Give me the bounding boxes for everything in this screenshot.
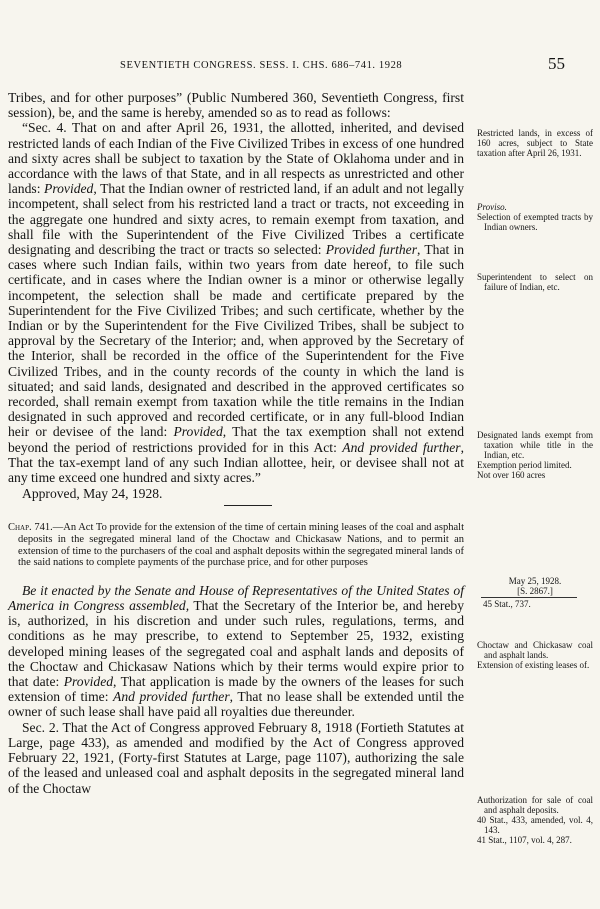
section-divider	[224, 505, 272, 506]
page-number: 55	[548, 54, 565, 73]
proviso-text: Provided further	[325, 242, 418, 258]
proviso-text: Provided	[44, 181, 94, 197]
proviso-text: Provided	[63, 674, 114, 690]
chapter-summary: Chap. 741.—An Act To provide for the extension of the time of certain mining leases of the coal and asphalt deposits in the segregated mineral land of the Choctaw and Chickasaw Nations, and to permit an extension of time to the purchasers of the coal and asphalt deposits within the segregated mineral lands of the said nations to complete payments of the purchase price, and for other purposes	[8, 522, 465, 569]
margin-divider	[481, 597, 577, 598]
margin-note-bill-info: May 25, 1928. [S. 2867.] 45 Stat., 737.	[477, 576, 593, 609]
chapter-label: Chap. 741.	[8, 522, 53, 534]
main-text-column	[8, 90, 464, 796]
margin-note: Designated lands exempt from taxation while title in the Indian, etc. Exemption period limited. Not over 160 acres	[477, 430, 593, 480]
margin-note: Authorization for sale of coal and asphalt deposits. 40 Stat., 433, amended, vol. 4, 143. 41 Stat., 1107, vol. 4, 287.	[477, 795, 593, 845]
margin-note: Proviso. Selection of exempted tracts by Indian owners.	[477, 202, 593, 232]
proviso-text: Provided	[173, 424, 223, 440]
paragraph-intro: Tribes, and for other purposes” (Public Numbered 360, Seventieth Congress, first session), be, and the same is hereby, amended so as to read as follows:	[8, 90, 464, 121]
paragraph-section-2: Sec. 2. That the Act of Congress approved February 8, 1918 (Fortieth Statutes at Large, page 433), as amended and modified by the Act of Congress approved February 22, 1921, (Forty-first Statutes at Large, page 1107), authorizing the sale of the leased and unleased coal and asphalt deposits in the segregated mineral land of the Choctaw	[8, 719, 464, 796]
enacting-clause: Be it enacted by the Senate and House of Representatives of the United States of America in Congress assembled, That the Secretary of the Interior be, and hereby is, authorized, in his discretion and under such rules, regulations, terms, and conditions as he may prescribe, to extend to September 25, 1932, existing developed mining leases of the segregated coal and asphalt lands and deposits of the Choctaw and Chickasaw Nations which by their terms would expire prior to that date: Provided, That application is made by the owners of the leases for such extension of time: And provided further, That no lease shall be extended until the owner of such lease shall have paid all royalties due thereunder.	[8, 582, 464, 720]
margin-note: Restricted lands, in excess of 160 acres, subject to State taxation after April 26, 1931.	[477, 128, 593, 158]
paragraph-section-4: “Sec. 4. That on and after April 26, 1931, the allotted, inherited, and devised restricted lands of each Indian of the Five Civilized Tribes in excess of one hundred and sixty acres shall be subject to taxation by the State of Oklahoma under and in accordance with the laws of that State, and in all respects as unrestricted and other lands: Provided, That the Indian owner of restricted land, if an adult and not legally incompetent, shall select from his restricted land a tract or tracts, not exceeding in the aggregate one hundred and sixty acres, to remain exempt from taxation, and shall file with the Superintendent of the Five Civilized Tribes a certificate designating and describing the tract or tracts so selected: Provided further, That in cases where such Indian fails, within two years from date hereof, to file such certificate, and in cases where the Indian owner is a minor or otherwise legally incompetent, the selection shall be made and certificate prepared by the Superintendent for the Five Civilized Tribes; and such certificate, whether by the Indian or by the Superintendent for the Five Civilized Tribes, shall be subject to approval by the Secretary of the Interior; and, when approved by the Secretary of the Interior, shall be recorded in the office of the Superintendent for the Five Civilized Tribes, and in the county records of the county in which the land is situated; and said lands, designated and described in the approved certificates so recorded, shall remain exempt from taxation while the title remains in the Indian designated in such approved and recorded certificate, or in any full-blood Indian heir or devisee of the land: Provided, That the tax exemption shall not extend beyond the period of restrictions provided for in this Act: And provided further, That the tax-exempt land of any such Indian allottee, heir, or devisee shall not at any time exceed one hundred and sixty acres.”	[8, 120, 465, 486]
proviso-text: And provided further	[342, 439, 461, 455]
margin-note: Superintendent to select on failure of Indian, etc.	[477, 272, 593, 292]
approval-line: Approved, May 24, 1928.	[22, 486, 163, 502]
running-head: SEVENTIETH CONGRESS. SESS. I. CHS. 686–741. 1928	[120, 60, 403, 71]
proviso-text: And provided further	[113, 689, 230, 705]
margin-note: Choctaw and Chickasaw coal and asphalt lands. Extension of existing leases of.	[477, 640, 593, 670]
running-header	[0, 54, 600, 80]
